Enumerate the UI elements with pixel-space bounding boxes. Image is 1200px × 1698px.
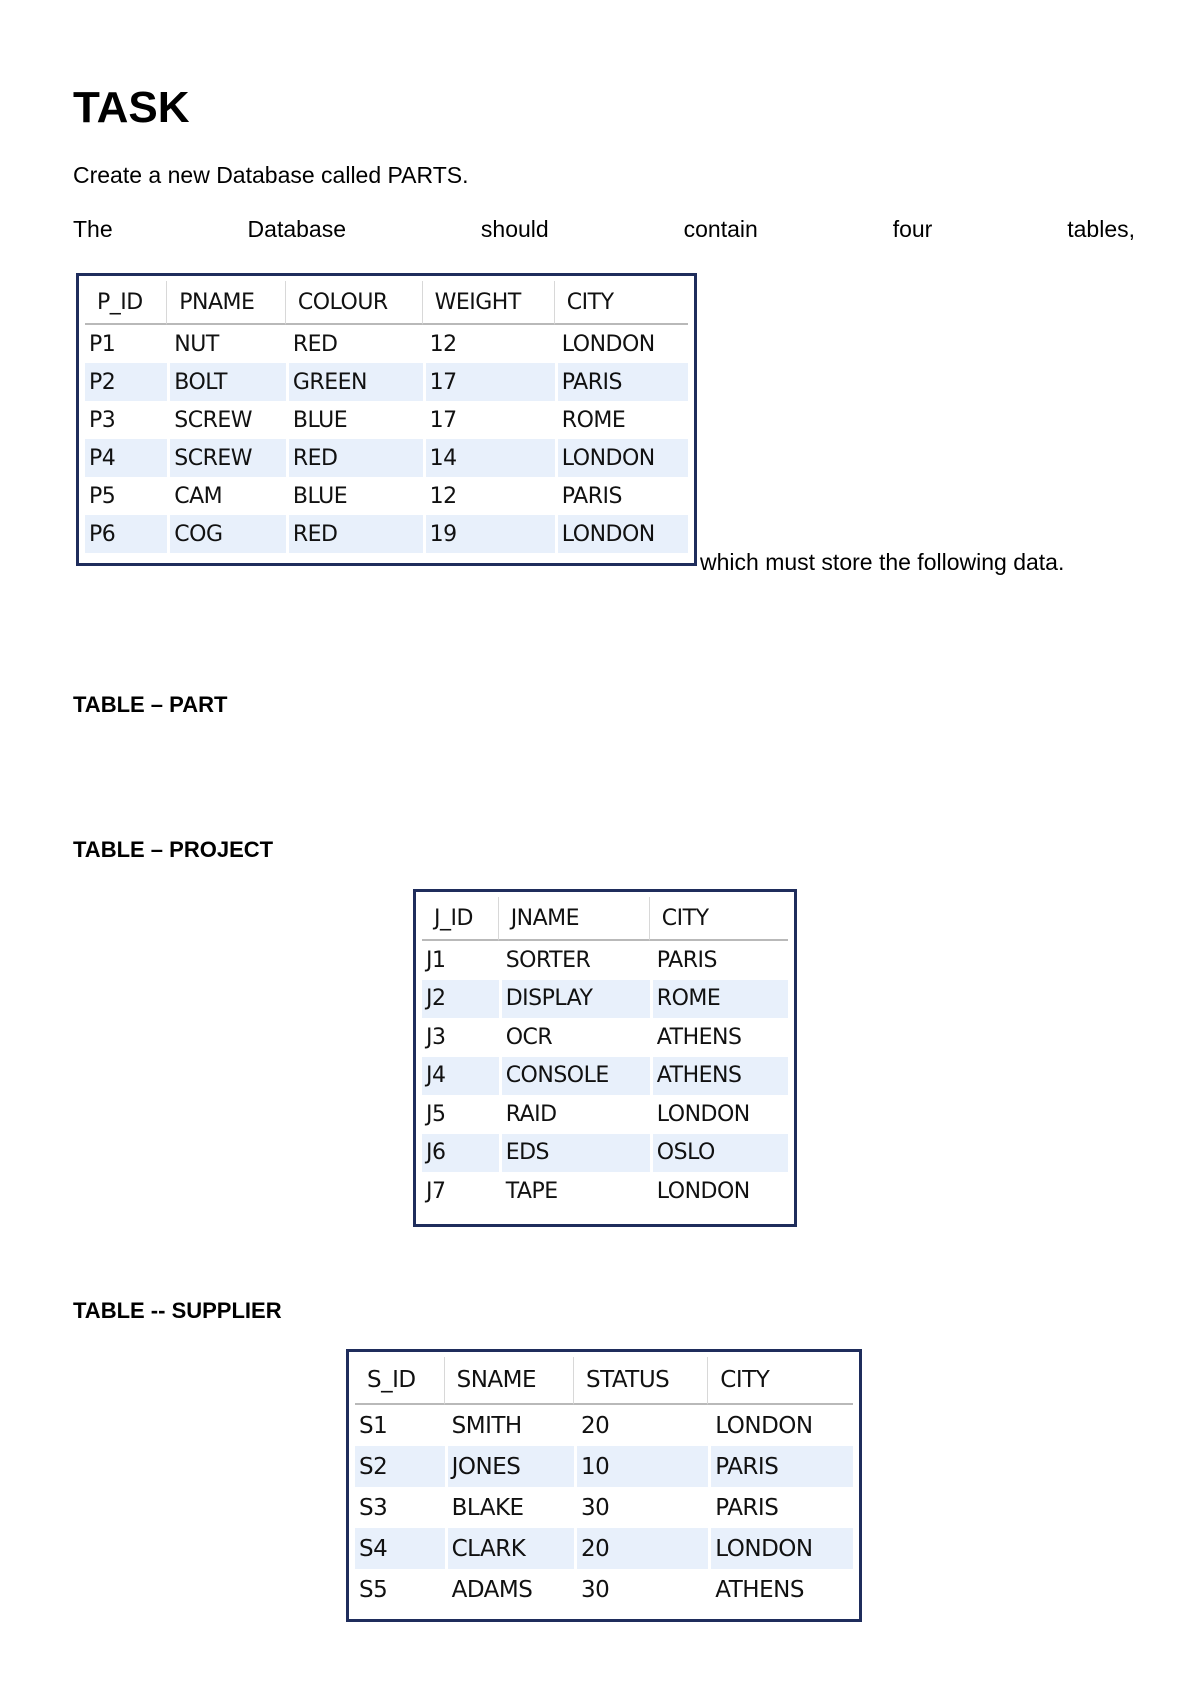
table-cell: BLAKE [445, 1487, 574, 1528]
sentence-word: tables, [1067, 216, 1135, 242]
table-cell: 14 [423, 439, 555, 477]
table-cell: 30 [574, 1487, 708, 1528]
table-cell: J2 [422, 980, 499, 1019]
table-row [422, 1057, 788, 1096]
column-header: CITY [708, 1357, 853, 1405]
table-header-row [85, 281, 688, 325]
table-cell: J4 [422, 1057, 499, 1096]
sentence-word: Database [247, 216, 347, 242]
table-row [422, 1095, 788, 1134]
table-cell: LONDON [555, 439, 688, 477]
table-cell: 12 [423, 325, 555, 363]
table-cell: J7 [426, 1178, 446, 1204]
sentence-word: The [73, 216, 113, 242]
table-cell: 12 [423, 477, 555, 515]
table-cell: ATHENS [708, 1569, 853, 1610]
table-cell: BLUE [286, 401, 423, 439]
column-header: COLOUR [286, 281, 423, 325]
table-cell: DISPLAY [499, 980, 650, 1019]
table-cell: S5 [359, 1576, 388, 1603]
table-cell: P3 [89, 407, 116, 433]
table-cell: J6 [422, 1134, 499, 1173]
table-row [422, 1172, 788, 1211]
table-cell: SCREW [167, 439, 286, 477]
column-header: JNAME [499, 897, 650, 941]
table-cell: 17 [423, 401, 555, 439]
table-cell: EDS [499, 1134, 650, 1173]
table-cell: ROME [555, 401, 688, 439]
table-cell: 20 [574, 1405, 708, 1446]
table-cell: LONDON [555, 325, 688, 363]
sentence-word: contain [683, 216, 758, 242]
supplier-table [355, 1357, 853, 1610]
table-cell: J3 [426, 1024, 446, 1050]
table-cell: BLUE [286, 477, 423, 515]
table-cell: P1 [89, 331, 116, 357]
table-cell: PARIS [650, 941, 788, 980]
table-row [85, 325, 688, 363]
justified-sentence [73, 214, 1135, 244]
table-cell: ROME [650, 980, 788, 1019]
intro-line: Create a new Database called PARTS. [73, 162, 469, 188]
table-cell: PARIS [708, 1487, 853, 1528]
table-cell: LONDON [708, 1405, 853, 1446]
trailing-sentence: which must store the following data. [700, 549, 1065, 575]
sentence-word: four [892, 216, 933, 242]
table-header-row [422, 897, 788, 941]
table-row [85, 515, 688, 553]
table-row [355, 1446, 853, 1487]
part-table-image [76, 273, 697, 566]
table-cell: S2 [355, 1446, 445, 1487]
table-cell: LONDON [650, 1095, 788, 1134]
table-cell: SCREW [167, 401, 286, 439]
table-row [422, 941, 788, 980]
table-row [355, 1487, 853, 1528]
column-header: WEIGHT [423, 281, 555, 325]
table-cell: CAM [167, 477, 286, 515]
sentence-word: should [480, 216, 549, 242]
column-header: CITY [650, 897, 788, 941]
table-cell: JONES [445, 1446, 574, 1487]
table-cell: LONDON [555, 515, 688, 553]
table-row [85, 477, 688, 515]
column-header: S_ID [355, 1357, 445, 1405]
table-cell: PARIS [555, 363, 688, 401]
column-header: SNAME [445, 1357, 574, 1405]
table-cell: TAPE [499, 1172, 650, 1211]
table-row [422, 980, 788, 1019]
column-header: J_ID [422, 897, 499, 941]
table-cell: RED [286, 325, 423, 363]
table-row [85, 401, 688, 439]
column-header: STATUS [574, 1357, 708, 1405]
project-table-image [413, 889, 797, 1227]
table-cell: CLARK [445, 1528, 574, 1569]
table-cell: ATHENS [650, 1057, 788, 1096]
table-cell: PARIS [708, 1446, 853, 1487]
table-cell: COG [167, 515, 286, 553]
table-header-row [355, 1357, 853, 1405]
page-title: TASK [73, 83, 190, 132]
table-cell: 20 [574, 1528, 708, 1569]
table-cell: SORTER [499, 941, 650, 980]
table-cell: P6 [85, 515, 167, 553]
table-cell: 19 [423, 515, 555, 553]
heading-part: TABLE – PART [73, 692, 228, 717]
table-row [355, 1569, 853, 1610]
table-cell: P2 [85, 363, 167, 401]
heading-project: TABLE – PROJECT [73, 837, 274, 862]
table-cell: S4 [355, 1528, 445, 1569]
table-cell: LONDON [650, 1172, 788, 1211]
heading-supplier: TABLE -- SUPPLIER [73, 1298, 282, 1323]
table-cell: RED [286, 439, 423, 477]
table-cell: S1 [359, 1412, 388, 1439]
column-header: CITY [555, 281, 688, 325]
table-cell: S3 [359, 1494, 388, 1521]
table-cell: LONDON [708, 1528, 853, 1569]
table-row [355, 1528, 853, 1569]
table-cell: BOLT [167, 363, 286, 401]
table-cell: P4 [85, 439, 167, 477]
table-cell: J5 [426, 1101, 446, 1127]
table-cell: 30 [574, 1569, 708, 1610]
table-cell: PARIS [555, 477, 688, 515]
table-row [85, 363, 688, 401]
table-row [85, 439, 688, 477]
table-cell: CONSOLE [499, 1057, 650, 1096]
project-table [422, 897, 788, 1211]
table-cell: RAID [499, 1095, 650, 1134]
table-cell: RED [286, 515, 423, 553]
table-row [422, 1134, 788, 1173]
table-row [355, 1405, 853, 1446]
table-cell: NUT [167, 325, 286, 363]
column-header: PNAME [167, 281, 286, 325]
part-table [85, 281, 688, 553]
table-cell: GREEN [286, 363, 423, 401]
table-cell: OSLO [650, 1134, 788, 1173]
table-cell: P5 [89, 483, 116, 509]
column-header: P_ID [85, 281, 167, 325]
table-cell: J1 [426, 947, 446, 973]
table-cell: 17 [423, 363, 555, 401]
table-cell: ADAMS [445, 1569, 574, 1610]
table-cell: 10 [574, 1446, 708, 1487]
table-cell: SMITH [445, 1405, 574, 1446]
supplier-table-image [346, 1349, 862, 1622]
table-row [422, 1018, 788, 1057]
table-cell: ATHENS [650, 1018, 788, 1057]
table-cell: OCR [499, 1018, 650, 1057]
